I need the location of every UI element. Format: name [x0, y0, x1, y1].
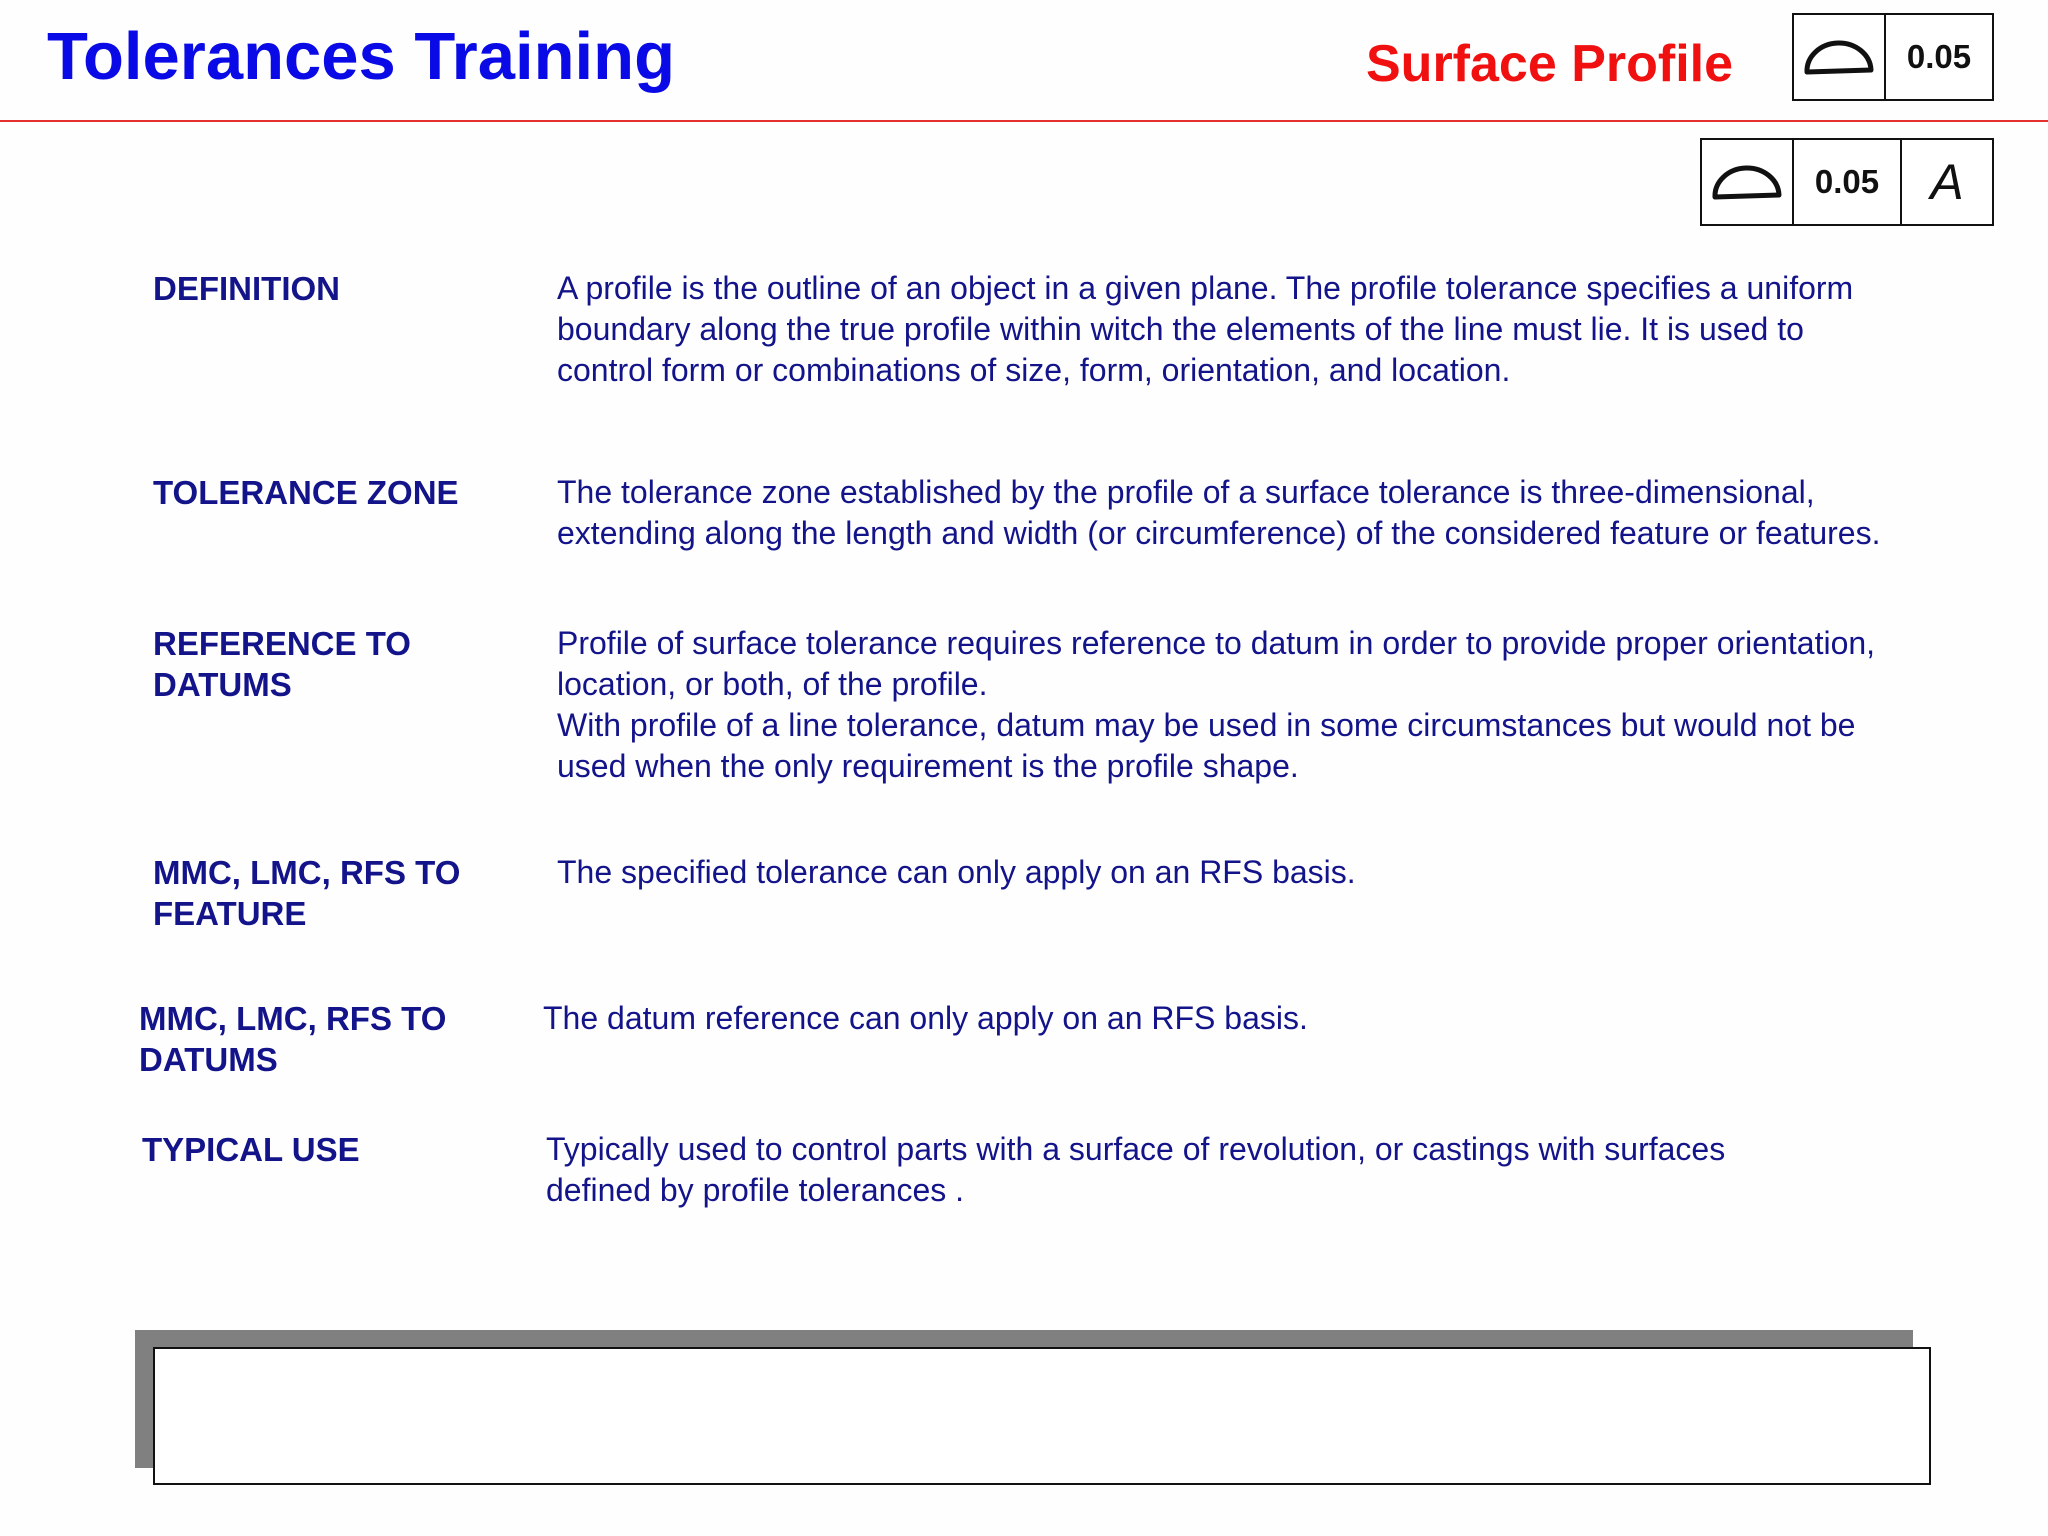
- page-title: Tolerances Training: [47, 19, 675, 94]
- feature-control-frame-2: [1700, 138, 1994, 226]
- tolerance-value: 0.05: [1906, 38, 1972, 75]
- section-text-mmc-feature: The specified tolerance can only apply on an RFS basis.: [557, 854, 1356, 890]
- tolerance-value: 0.05: [1794, 140, 1902, 224]
- datum-reference: A: [1930, 154, 1964, 210]
- section-label-tolerance-zone: TOLERANCE ZONE: [153, 474, 459, 511]
- surface-profile-icon: [1702, 140, 1794, 224]
- section-label-typical-use: TYPICAL USE: [142, 1131, 360, 1168]
- section-text-tolerance-zone: The tolerance zone established by the profile of a surface tolerance is three-dimensional, extending along the length and width (or circumference) of the considered feature or features.: [557, 474, 1881, 551]
- section-label-mmc-datums: MMC, LMC, RFS TO DATUMS: [139, 1000, 447, 1078]
- header-divider: [0, 120, 2048, 122]
- note-box: [153, 1347, 1931, 1485]
- section-label-definition: DEFINITION: [153, 270, 340, 307]
- section-label-mmc-feature: MMC, LMC, RFS TO FEATURE: [153, 854, 461, 932]
- section-text-definition: A profile is the outline of an object in a given plane. The profile tolerance specifies a uniform boundary along the true profile within witch the elements of the line must lie. It is used to control form or combinations of size, form, orientation, and location.: [557, 270, 1854, 388]
- page-subtitle: Surface Profile: [1366, 35, 1734, 93]
- section-text-reference-to-datums: Profile of surface tolerance requires reference to datum in order to provide proper orientation, location, or both, of the profile. With profile of a line tolerance, datum may be used in some circumstances but would not be used when the only requirement is the profile shape.: [557, 625, 1876, 784]
- surface-profile-icon: [1794, 15, 1886, 99]
- section-text-typical-use: Typically used to control parts with a surface of revolution, or castings with surfaces defined by profile tolerances .: [546, 1131, 1726, 1208]
- feature-control-frame-1: [1792, 13, 1994, 101]
- section-label-reference-to-datums: REFERENCE TO DATUMS: [153, 625, 411, 703]
- section-text-mmc-datums: The datum reference can only apply on an RFS basis.: [543, 1000, 1308, 1036]
